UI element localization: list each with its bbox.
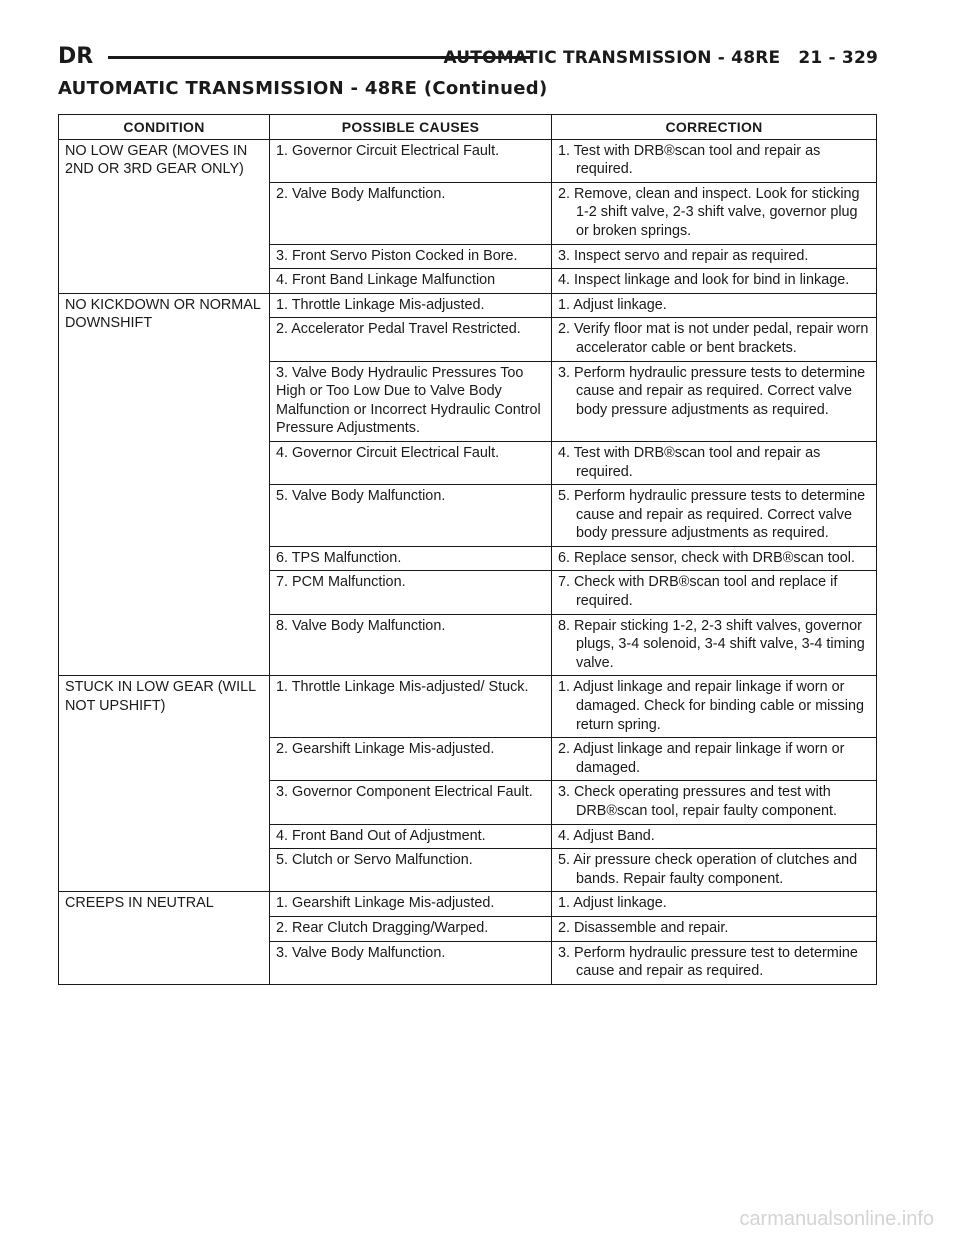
cause-cell: 1. Throttle Linkage Mis-adjusted/ Stuck. (270, 676, 552, 738)
manual-code: DR (58, 44, 94, 69)
correction-cell (552, 182, 877, 244)
correction-text: 7. Check with DRB®scan tool and replace if required. (558, 574, 838, 610)
correction-cell (552, 485, 877, 547)
correction-cell (552, 941, 877, 984)
column-header-condition: CONDITION (59, 115, 270, 140)
section-title: AUTOMATIC TRANSMISSION - 48RE (Continued) (58, 78, 548, 99)
cause-cell: 2. Rear Clutch Dragging/Warped. (270, 916, 552, 941)
cause-cell: 3. Valve Body Malfunction. (270, 941, 552, 984)
table-row (59, 139, 877, 182)
table-header-row (59, 115, 877, 140)
correction-text: 2. Adjust linkage and repair linkage if worn or damaged. (558, 741, 845, 776)
correction-cell (552, 361, 877, 441)
correction-text: 5. Perform hydraulic pressure tests to determine cause and repair as required. Correct valve body pressure adjustments as required. (558, 488, 866, 542)
correction-text: 8. Repair sticking 1-2, 2-3 shift valves, governor plugs, 3-4 solenoid, 3-4 shift valve, 3-4 timing valve. (558, 617, 865, 671)
table-row (59, 676, 877, 738)
cause-cell: 7. PCM Malfunction. (270, 571, 552, 614)
cause-cell: 2. Accelerator Pedal Travel Restricted. (270, 318, 552, 361)
cause-cell: 3. Valve Body Hydraulic Pressures Too High or Too Low Due to Valve Body Malfunction or Incorrect Hydraulic Control Pressure Adjustments. (270, 361, 552, 441)
table-row (59, 892, 877, 917)
correction-text: 4. Test with DRB®scan tool and repair as required. (558, 444, 821, 480)
correction-text: 1. Adjust linkage. (558, 895, 667, 912)
correction-cell (552, 244, 877, 269)
column-header-correction: CORRECTION (552, 115, 877, 140)
cause-cell: 5. Clutch or Servo Malfunction. (270, 849, 552, 892)
correction-text: 4. Inspect linkage and look for bind in linkage. (558, 272, 850, 289)
correction-text: 3. Inspect servo and repair as required. (558, 247, 809, 264)
cause-cell: 4. Front Band Out of Adjustment. (270, 824, 552, 849)
page-number: 21 - 329 (798, 48, 878, 68)
correction-cell (552, 441, 877, 484)
correction-text: 4. Adjust Band. (558, 827, 655, 844)
correction-cell (552, 781, 877, 824)
page-header (58, 44, 878, 74)
correction-cell (552, 139, 877, 182)
cause-cell: 4. Front Band Linkage Malfunction (270, 269, 552, 294)
site-watermark: carmanualsonline.info (739, 1208, 934, 1230)
condition-cell: NO KICKDOWN OR NORMAL DOWNSHIFT (59, 293, 270, 676)
correction-text: 2. Verify floor mat is not under pedal, repair worn accelerator cable or bent brackets. (558, 321, 869, 356)
correction-text: 5. Air pressure check operation of clutches and bands. Repair faulty component. (558, 852, 858, 887)
correction-text: 1. Adjust linkage and repair linkage if worn or damaged. Check for binding cable or missing return spring. (558, 679, 864, 733)
correction-cell (552, 546, 877, 571)
correction-cell (552, 571, 877, 614)
running-title (443, 46, 878, 70)
correction-cell (552, 269, 877, 294)
correction-text: 3. Check operating pressures and test with DRB®scan tool, repair faulty component. (558, 784, 837, 819)
condition-cell: STUCK IN LOW GEAR (WILL NOT UPSHIFT) (59, 676, 270, 892)
cause-cell: 3. Governor Component Electrical Fault. (270, 781, 552, 824)
condition-cell: CREEPS IN NEUTRAL (59, 892, 270, 984)
cause-cell: 5. Valve Body Malfunction. (270, 485, 552, 547)
cause-cell: 1. Gearshift Linkage Mis-adjusted. (270, 892, 552, 917)
cause-cell: 3. Front Servo Piston Cocked in Bore. (270, 244, 552, 269)
correction-text: 6. Replace sensor, check with DRB®scan tool. (558, 549, 855, 566)
cause-cell: 4. Governor Circuit Electrical Fault. (270, 441, 552, 484)
cause-cell: 6. TPS Malfunction. (270, 546, 552, 571)
correction-text: 3. Perform hydraulic pressure tests to determine cause and repair as required. Correct valve body pressure adjustments as required. (558, 364, 866, 418)
cause-cell: 2. Gearshift Linkage Mis-adjusted. (270, 738, 552, 781)
column-header-causes: POSSIBLE CAUSES (270, 115, 552, 140)
correction-cell (552, 824, 877, 849)
correction-cell (552, 849, 877, 892)
correction-cell (552, 892, 877, 917)
correction-cell (552, 318, 877, 361)
table-row (59, 293, 877, 318)
correction-text: 2. Remove, clean and inspect. Look for sticking 1-2 shift valve, 2-3 shift valve, governor plug or broken springs. (558, 185, 860, 239)
cause-cell: 2. Valve Body Malfunction. (270, 182, 552, 244)
correction-text: 2. Disassemble and repair. (558, 919, 729, 936)
correction-cell (552, 738, 877, 781)
correction-text: 1. Adjust linkage. (558, 296, 667, 313)
cause-cell: 1. Governor Circuit Electrical Fault. (270, 139, 552, 182)
chapter-title: AUTOMATIC TRANSMISSION - 48RE (443, 48, 781, 68)
correction-text: 3. Perform hydraulic pressure test to determine cause and repair as required. (558, 944, 858, 980)
correction-text: 1. Test with DRB®scan tool and repair as required. (558, 142, 821, 178)
correction-cell (552, 293, 877, 318)
correction-cell (552, 614, 877, 676)
diagnosis-table (58, 114, 877, 985)
correction-cell (552, 916, 877, 941)
condition-cell: NO LOW GEAR (MOVES IN 2ND OR 3RD GEAR ONLY) (59, 139, 270, 293)
cause-cell: 8. Valve Body Malfunction. (270, 614, 552, 676)
correction-cell (552, 676, 877, 738)
cause-cell: 1. Throttle Linkage Mis-adjusted. (270, 293, 552, 318)
